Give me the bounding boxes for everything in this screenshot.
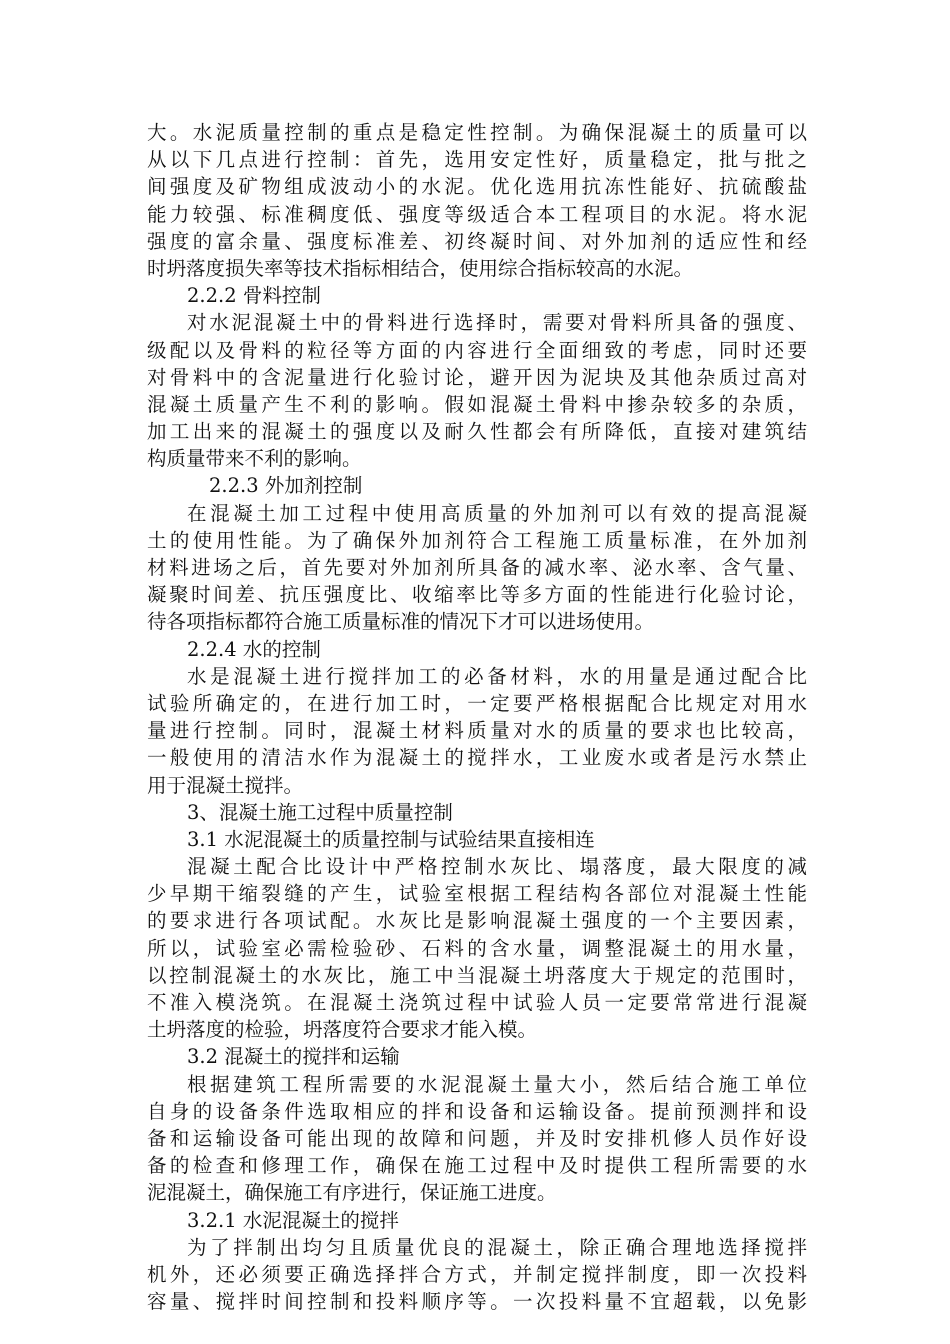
paragraph-line: 不准入模浇筑。在混凝土浇筑过程中试验人员一定要常常进行混凝: [147, 991, 807, 1014]
paragraph-line: 混凝土质量产生不利的影响。假如混凝土骨料中掺杂较多的杂质，: [147, 392, 807, 416]
section-heading: 3.2.1 水泥混凝土的搅拌: [187, 1208, 399, 1232]
paragraph-line: 为了拌制出均匀且质量优良的混凝土，除正确合理地选择搅拌: [187, 1235, 807, 1259]
paragraph-line: 能力较强、标准稠度低、强度等级适合本工程项目的水泥。将水泥: [147, 202, 807, 226]
paragraph-line: 根据建筑工程所需要的水泥混凝土量大小，然后结合施工单位: [187, 1072, 807, 1096]
paragraph-line: 一般使用的清洁水作为混凝土的搅拌水，工业废水或者是污水禁止: [147, 746, 807, 770]
paragraph-line: 凝聚时间差、抗压强度比、收缩率比等多方面的性能进行化验讨论，: [147, 583, 807, 607]
section-heading: 2.2.2 骨料控制: [187, 284, 321, 308]
paragraph-line: 待各项指标都符合施工质量标准的情况下才可以进场使用。: [147, 610, 655, 634]
paragraph-line: 间强度及矿物组成波动小的水泥。优化选用抗冻性能好、抗硫酸盐: [147, 175, 807, 199]
paragraph-line: 混凝土配合比设计中严格控制水灰比、塌落度，最大限度的减: [187, 855, 807, 879]
paragraph-line: 机外，还必须要正确选择拌合方式，并制定搅拌制度，即一次投料: [147, 1262, 807, 1286]
paragraph-line: 备和运输设备可能出现的故障和问题，并及时安排机修人员作好设: [147, 1126, 807, 1150]
paragraph-line: 对骨料中的含泥量进行化验讨论，避开因为泥块及其他杂质过高对: [147, 365, 807, 389]
paragraph-line: 水是混凝土进行搅拌加工的必备材料，水的用量是通过配合比: [187, 664, 807, 688]
paragraph-line: 大。水泥质量控制的重点是稳定性控制。为确保混凝土的质量可以: [147, 121, 807, 144]
paragraph-line: 泥混凝土，确保施工有序进行，保证施工进度。: [147, 1181, 557, 1205]
paragraph-line: 在混凝土加工过程中使用高质量的外加剂可以有效的提高混凝: [187, 501, 807, 525]
paragraph-line: 少早期干缩裂缝的产生，试验室根据工程结构各部位对混凝土性能: [147, 882, 807, 906]
paragraph-line: 强度的富余量、强度标准差、初终凝时间、对外加剂的适应性和经: [147, 229, 807, 253]
paragraph-line: 从以下几点进行控制：首先，选用安定性好，质量稳定，批与批之: [147, 148, 807, 172]
paragraph-line: 试验所确定的，在进行加工时，一定要严格根据配合比规定对用水: [147, 691, 807, 715]
paragraph-line: 级配以及骨料的粒径等方面的内容进行全面细致的考虑，同时还要: [147, 338, 807, 362]
paragraph-line: 材料进场之后，首先要对外加剂所具备的减水率、泌水率、含气量、: [147, 556, 807, 579]
paragraph-line: 的要求进行各项试配。水灰比是影响混凝土强度的一个主要因素，: [147, 909, 807, 933]
section-heading: 3、混凝土施工过程中质量控制: [187, 800, 453, 824]
paragraph-line: 自身的设备条件选取相应的拌和设备和运输设备。提前预测拌和设: [147, 1099, 807, 1123]
paragraph-line: 容量、搅拌时间控制和投料顺序等。一次投料量不宜超载，以免影: [147, 1290, 807, 1314]
paragraph-line: 所以，试验室必需检验砂、石料的含水量，调整混凝土的用水量，: [147, 936, 807, 960]
section-heading: 3.1 水泥混凝土的质量控制与试验结果直接相连: [187, 827, 595, 851]
paragraph-line: 土的使用性能。为了确保外加剂符合工程施工质量标准，在外加剂: [147, 528, 807, 552]
body-text: [147, 119, 807, 1315]
paragraph-line: 土坍落度的检验，坍落度符合要求才能入模。: [147, 1018, 538, 1042]
section-heading: 2.2.3 外加剂控制: [209, 474, 363, 498]
paragraph-line: 时坍落度损失率等技术指标相结合，使用综合指标较高的水泥。: [147, 256, 694, 280]
paragraph-line: 加工出来的混凝土的强度以及耐久性都会有所降低，直接对建筑结: [147, 420, 807, 444]
paragraph-line: 备的检查和修理工作，确保在施工过程中及时提供工程所需要的水: [147, 1154, 807, 1178]
paragraph-line: 用于混凝土搅拌。: [147, 773, 304, 797]
paragraph-line: 以控制混凝土的水灰比，施工中当混凝土坍落度大于规定的范围时，: [147, 963, 807, 987]
paragraph-line: 构质量带来不利的影响。: [147, 447, 362, 471]
section-heading: 2.2.4 水的控制: [187, 637, 321, 661]
section-heading: 3.2 混凝土的搅拌和运输: [187, 1045, 400, 1069]
paragraph-line: 量进行控制。同时，混凝土材料质量对水的质量的要求也比较高，: [147, 719, 807, 743]
paragraph-line: 对水泥混凝土中的骨料进行选择时，需要对骨料所具备的强度、: [187, 311, 807, 335]
